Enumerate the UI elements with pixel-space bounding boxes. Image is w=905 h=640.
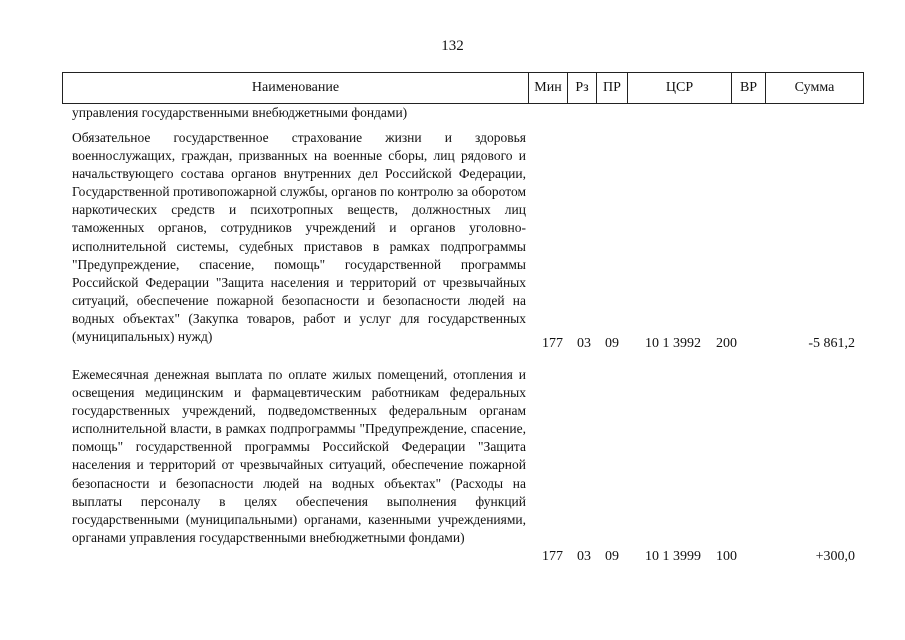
header-min: Мин [529,73,568,104]
row-2-rz: 03 [577,549,591,564]
header-name: Наименование [63,73,529,104]
header-rz: Рз [568,73,597,104]
continuation-fragment: управления государственными внебюджетными фондами) [72,105,408,120]
header-csr: ЦСР [628,73,732,104]
page-number: 132 [441,38,464,54]
header-sum: Сумма [766,73,864,104]
row-1-vr: 200 [716,336,737,351]
row-1-csr: 10 1 3992 [645,336,701,351]
row-1-min: 177 [542,336,563,351]
row-2-csr: 10 1 3999 [645,549,701,564]
budget-table-header [62,72,864,104]
row-2-min: 177 [542,549,563,564]
row-2-name: Ежемесячная денежная выплата по оплате жилых помещений, отопления и освещения медицинским и фармацевтическим работникам федеральных государственных учреждений, подведомственных федеральным органам исполнительной власти, в рамках подпрограммы "Предупреждение, спасение, помощь" государственной программы Российской Федерации "Защита населения и территорий от чрезвычайных ситуаций, обеспечение пожарной безопасности и безопасности людей на водных объектах" (Расходы на выплаты персоналу в целях обеспечения выполнения функций государственными (муниципальными) органами, казенными учреждениями, органами управления государственными внебюджетными фондами) [72,367,526,545]
row-2-vr: 100 [716,549,737,564]
header-vr: ВР [732,73,766,104]
row-2-pr: 09 [605,549,619,564]
row-1-sum: -5 861,2 [808,336,855,351]
row-1-name: Обязательное государственное страхование жизни и здоровья военнослужащих, граждан, призванных на военные сборы, лиц рядового и начальствующего состава органов внутренних дел Российской Федерации, Государственной противопожарной службы, органов по контролю за оборотом наркотических средств и психотропных веществ, должностных лиц таможенных органов, сотрудников учреждений и органов уголовно-исполнительной системы, судебных приставов в рамках подпрограммы "Предупреждение, спасение, помощь" государственной программы Российской Федерации "Защита населения и территорий от чрезвычайных ситуаций, обеспечение пожарной безопасности и безопасности людей на водных объектах" (Закупка товаров, работ и услуг для государственных (муниципальных) нужд) [72,130,526,345]
header-pr: ПР [597,73,628,104]
row-1-rz: 03 [577,336,591,351]
row-2-sum: +300,0 [815,549,855,564]
header-row [63,73,864,104]
row-1-pr: 09 [605,336,619,351]
